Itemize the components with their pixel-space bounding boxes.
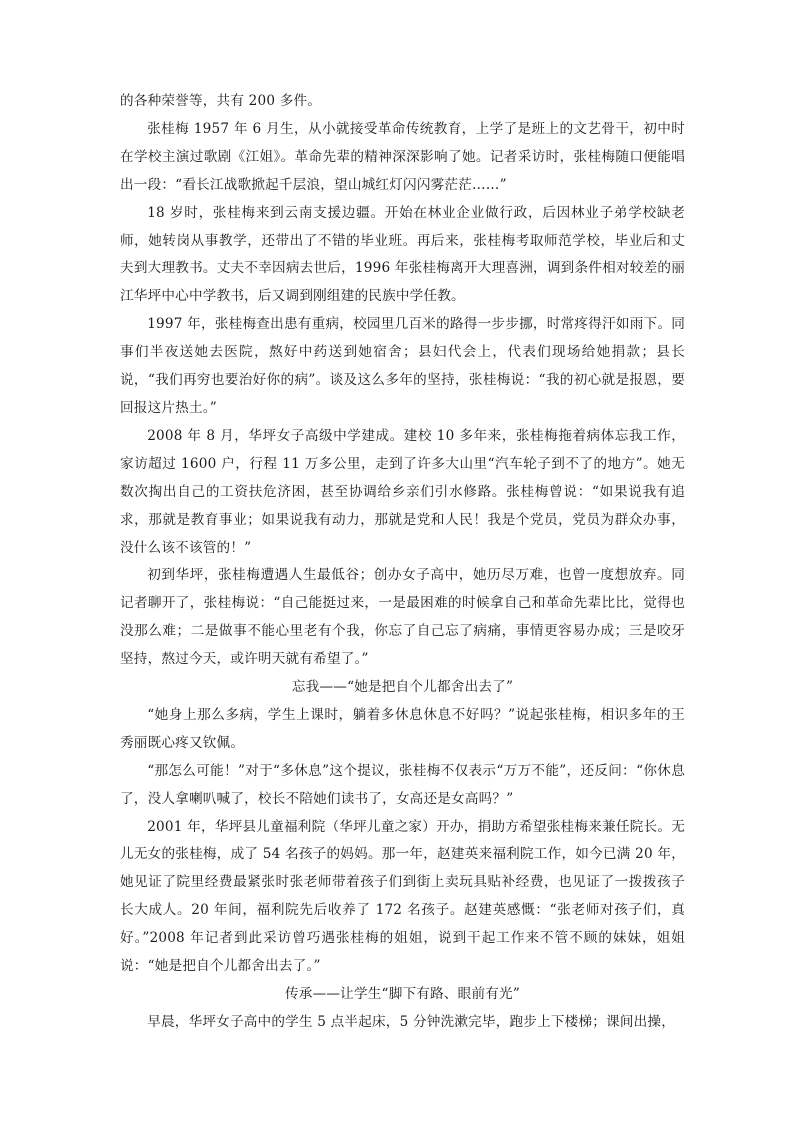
section-heading: 传承——让学生“脚下有路、眼前有光” [285, 986, 520, 1002]
paragraph: 初到华坪，张桂梅遭遇人生最低谷；创办女子高中，她历尽万难，也曾一度想放弃。同记者聊开了，张桂梅说：“自己能挺过来，一是最困难的时候拿自己和革命先辈比比，觉得也没那么难；二是做事不能心里老有个我，你忘了自己忘了病痛，事情更容易办成；三是咬牙坚持，熬过今天，或许明天就有希望了。” [120, 567, 685, 668]
paragraph: 张桂梅 1957 年 6 月生，从小就接受革命传统教育，上学了是班上的文艺骨干，初中时在学校主演过歌剧《江姐》。革命先辈的精神深深影响了她。记者采访时，张桂梅随口便能唱出一段：“看长江战歌掀起千层浪，望山城红灯闪闪雾茫茫……” [120, 120, 685, 193]
article-body [120, 88, 685, 1037]
paragraph: “她身上那么多病，学生上课时，躺着多休息休息不好吗？”说起张桂梅，相识多年的王秀丽既心疼又钦佩。 [120, 706, 685, 751]
paragraph: 2001 年，华坪县儿童福利院（华坪儿童之家）开办，捐助方希望张桂梅来兼任院长。无儿无女的张桂梅，成了 54 名孩子的妈妈。那一年，赵建英来福利院工作，如今已满 20 年，她见证了院里经费最紧张时张老师带着孩子们到街上卖玩具贴补经费，也见证了一拨拨孩子长大成人。20 年间，福利院先后收养了 172 名孩子。赵建英感慨：“张老师对孩子们，真好。”2008 年记者到此采访曾巧遇张桂梅的姐姐，说到干起工作来不管不顾的妹妹，姐姐说：“她是把自个儿都舍出去了。” [120, 818, 685, 975]
paragraph: 18 岁时，张桂梅来到云南支援边疆。开始在林业企业做行政，后因林业子弟学校缺老师，她转岗从事教学，还带出了不错的毕业班。再后来，张桂梅考取师范学校，毕业后和丈夫到大理教书。丈夫不幸因病去世后，1996 年张桂梅离开大理喜洲，调到条件相对较差的丽江华坪中心中学教书，后又调到刚组建的民族中学任教。 [120, 204, 685, 305]
paragraph: 1997 年，张桂梅查出患有重病，校园里几百米的路得一步步挪，时常疼得汗如雨下。同事们半夜送她去医院，熬好中药送到她宿舍；县妇代会上，代表们现场给她捐款；县长说，“我们再穷也要治好你的病”。谈及这么多年的坚持，张桂梅说：“我的初心就是报恩，要回报这片热土。” [120, 316, 685, 416]
paragraph: “那怎么可能！”对于“多休息”这个提议，张桂梅不仅表示“万万不能”，还反问：“你休息了，没人拿喇叭喊了，校长不陪她们读书了，女高还是女高吗？” [120, 762, 685, 807]
paragraph-continued: 的各种荣誉等，共有 200 多件。 [120, 93, 322, 109]
paragraph: 2008 年 8 月，华坪女子高级中学建成。建校 10 多年来，张桂梅拖着病体忘我工作，家访超过 1600 户，行程 11 万多公里，走到了许多大山里“汽车轮子到不了的地方”。她无数次掏出自己的工资扶危济困，甚至协调给乡亲们引水修路。张桂梅曾说：“如果说我有追求，那就是教育事业；如果说我有动力，那就是党和人民！我是个党员，党员为群众办事，没什么该不该管的！” [120, 427, 685, 556]
section-heading: 忘我——“她是把自个儿都舍出去了” [291, 679, 514, 696]
paragraph: 早晨，华坪女子高中的学生 5 点半起床，5 分钟洗漱完毕，跑步上下楼梯；课间出操， [147, 1013, 676, 1030]
